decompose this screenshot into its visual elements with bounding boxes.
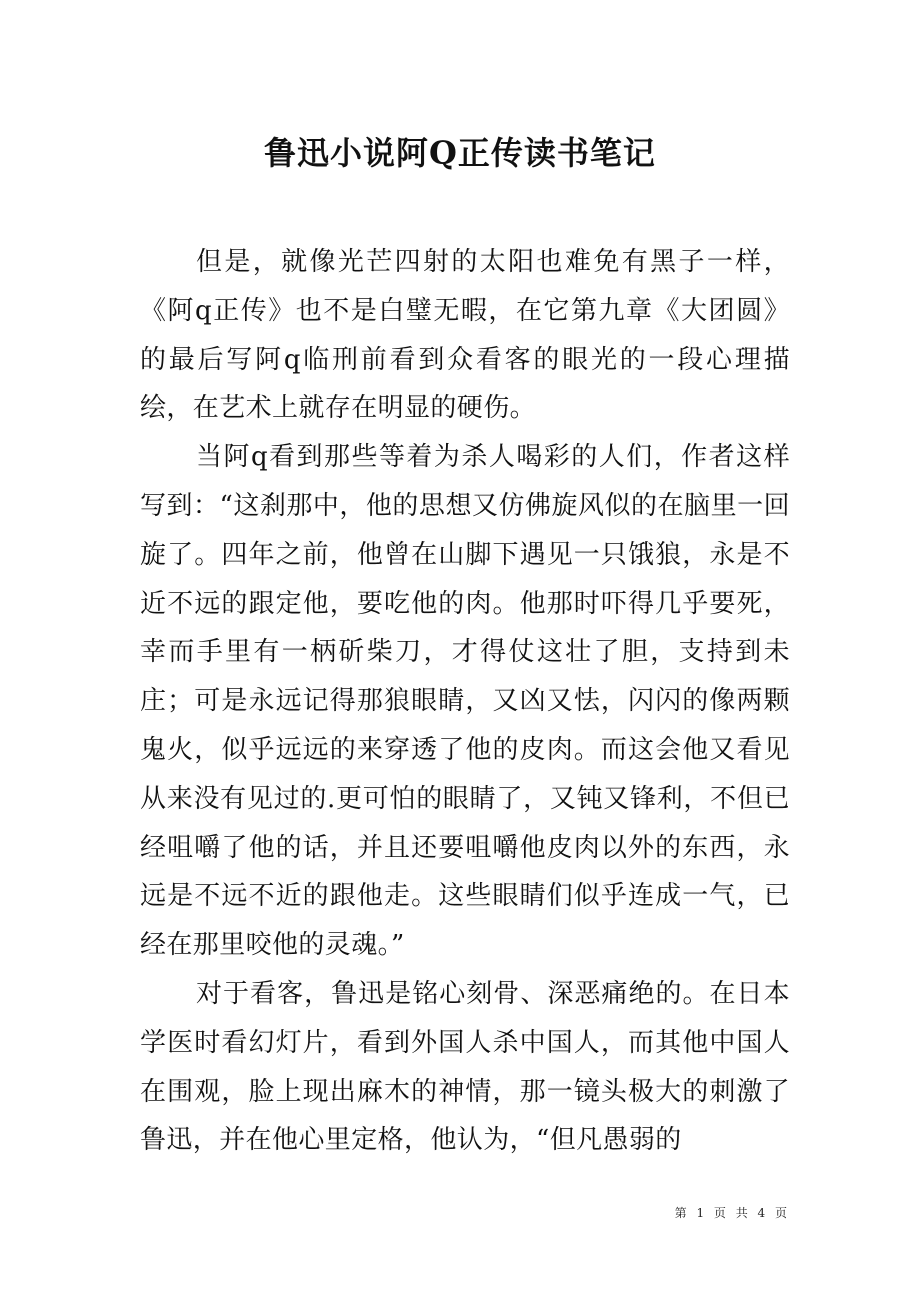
paragraph-3: 对于看客，鲁迅是铭心刻骨、深恶痛绝的。在日本学医时看幻灯片，看到外国人杀中国人，而其他中国人在围观，脸上现出麻木的神情，那一镜头极大的刺激了鲁迅，并在他心里定格，他认为，“但凡愚弱的: [140, 978, 790, 1156]
document-title: 鲁迅小说阿Q正传读书笔记: [264, 134, 656, 172]
document-body: [140, 238, 790, 1165]
page-number-footer: 第 1 页 共 4 页: [674, 1206, 790, 1220]
paragraph-2: 当阿q看到那些等着为杀人喝彩的人们，作者这样写到：“这刹那中，他的思想又仿佛旋风似的在脑里一回旋了。四年之前，他曾在山脚下遇见一只饿狼，永是不近不远的跟定他，要吃他的肉。他那时吓得几乎要死，幸而手里有一柄斫柴刀，才得仗这壮了胆，支持到未庄；可是永远记得那狼眼睛，又凶又怯，闪闪的像两颗鬼火，似乎远远的来穿透了他的皮肉。而这会他又看见从来没有见过的.更可怕的眼睛了，又钝又锋利，不但已经咀嚼了他的话，并且还要咀嚼他皮肉以外的东西，永远是不远不近的跟他走。这些眼睛们似乎连成一气，已经在那里咬他的灵魂。”: [140, 442, 790, 961]
paragraph-1: 但是，就像光芒四射的太阳也难免有黑子一样，《阿q正传》也不是白璧无暇，在它第九章《大团圆》的最后写阿q临刑前看到众看客的眼光的一段心理描绘，在艺术上就存在明显的硬伤。: [140, 247, 790, 424]
